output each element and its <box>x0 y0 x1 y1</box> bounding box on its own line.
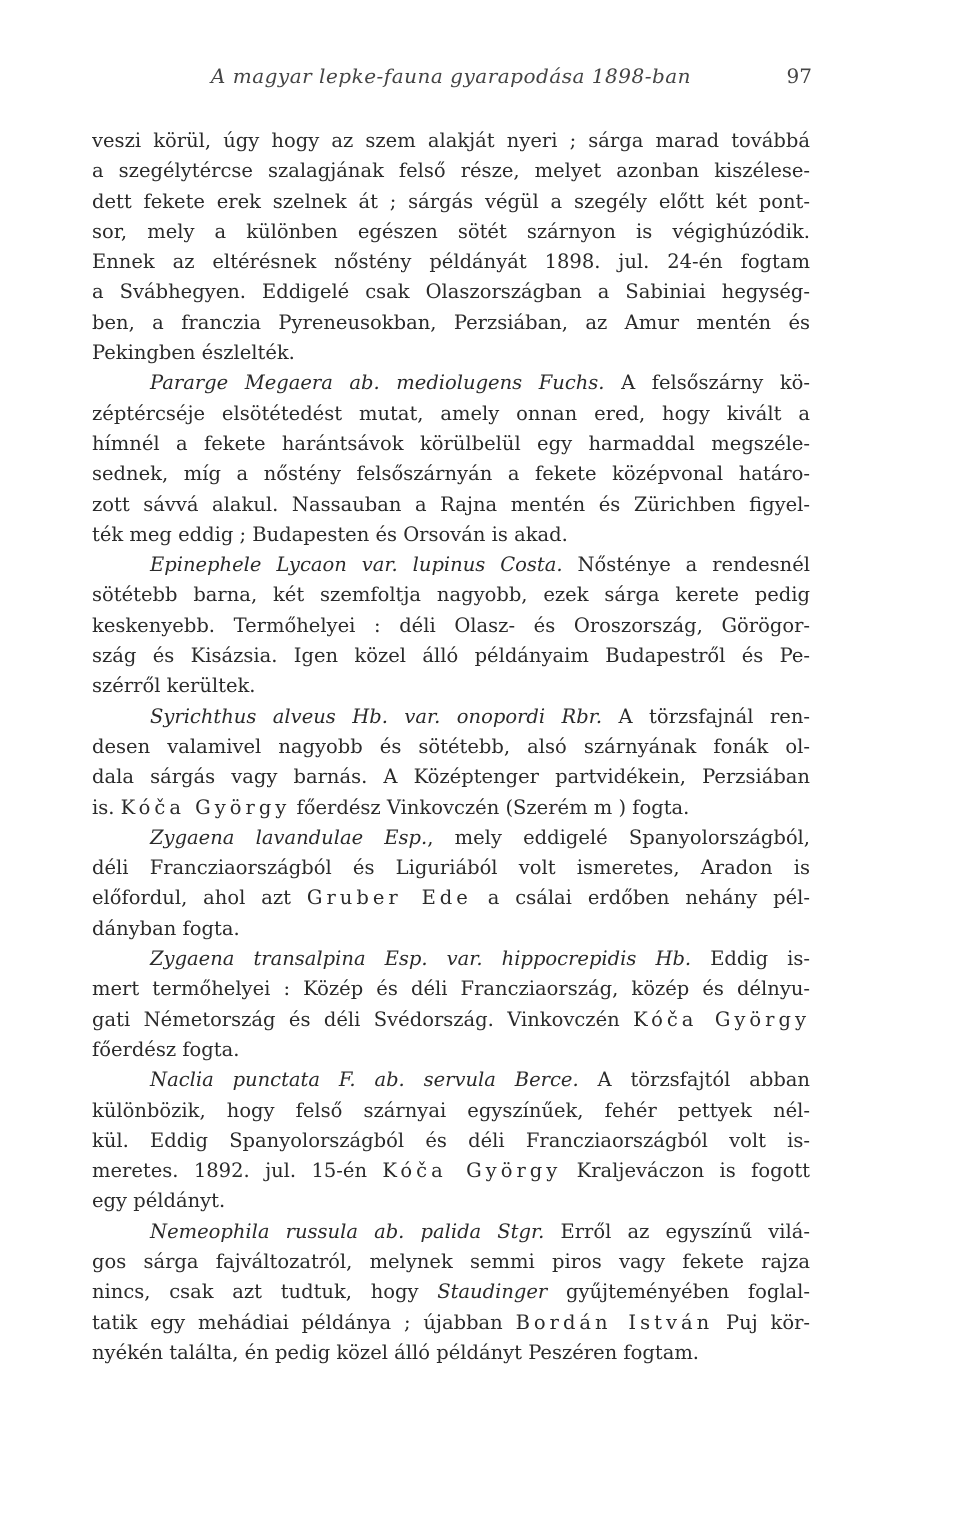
text-line <box>92 1277 810 1307</box>
text-segment: dala sárgás vagy barnás. A Középtenger partvidékein, Perzsiában <box>92 765 810 789</box>
text-segment: sötétebb barna, két szemfoltja nagyobb, ezek sárga kerete pedig <box>92 583 810 607</box>
text-segment: sednek, míg a nőstény felsőszárnyán a fekete középvonal határo- <box>92 462 810 486</box>
text-segment: gyűjteményében foglal- <box>547 1280 810 1304</box>
text-line <box>92 1126 810 1156</box>
text-segment: egy példányt. <box>92 1189 226 1213</box>
text-line <box>92 883 810 913</box>
text-line <box>92 368 810 398</box>
text-segment: Eddig is- <box>691 947 810 971</box>
text-segment: Nősténye a rendesnél <box>562 553 810 577</box>
text-segment: a szegélytércse szalagjának felső része, melyet azonban kiszélese- <box>92 159 810 183</box>
text-line <box>92 823 810 853</box>
text-segment: szág és Kisázsia. Igen közel álló példányaim Budapestről és Pe- <box>92 644 810 668</box>
text-segment: hímnél a fekete harántsávok körülbelül egy harmaddal megszéle- <box>92 431 810 455</box>
text-segment: zott sávvá alakul. Nassauban a Rajna mentén és Zürichben figyel- <box>92 492 810 516</box>
text-line <box>92 399 810 429</box>
text-line <box>92 1217 810 1247</box>
text-segment: is. <box>92 795 121 819</box>
text-segment: Puj kör- <box>713 1310 810 1334</box>
text-segment: gos sárga fajváltozatról, melynek semmi piros vagy fekete rajza <box>92 1249 810 1273</box>
text-segment: veszi körül, úgy hogy az szem alakját nyeri ; sárga marad továbbá <box>92 129 810 152</box>
text-line <box>92 641 810 671</box>
text-segment: , mely eddigelé Spanyolországból, <box>427 825 810 849</box>
text-line <box>92 702 810 732</box>
text-line <box>92 1247 810 1277</box>
page-header <box>92 64 810 94</box>
species-name: Nemeophila russula ab. palida Stgr. <box>150 1219 545 1243</box>
text-line <box>92 217 810 247</box>
text-line <box>92 520 810 550</box>
text-segment: ték meg eddig ; Budapesten és Orsován is akad. <box>92 522 568 546</box>
text-segment: előfordul, ahol azt <box>92 886 307 910</box>
text-line <box>92 974 810 1004</box>
text-line <box>92 1156 810 1186</box>
species-name: Pararge Megaera ab. mediolugens Fuchs. <box>150 371 605 395</box>
text-segment: A felsőszárny kö- <box>604 371 810 395</box>
text-segment: nincs, csak azt tudtuk, hogy <box>92 1280 438 1304</box>
text-segment: Kraljeváczon is fogott <box>561 1159 810 1183</box>
text-line <box>92 550 810 580</box>
text-line <box>92 853 810 883</box>
text-line <box>92 611 810 641</box>
text-line <box>92 126 810 156</box>
text-line <box>92 1065 810 1095</box>
text-line <box>92 1186 810 1216</box>
text-segment: a Svábhegyen. Eddigelé csak Olaszországban a Sabiniai hegység- <box>92 280 810 304</box>
text-segment: Pekingben észlelték. <box>92 341 295 365</box>
text-segment: különbözik, hogy felső szárnyai egyszínűek, fehér pettyek nél- <box>92 1098 810 1122</box>
text-line <box>92 1338 810 1368</box>
text-line <box>92 762 810 792</box>
text-line <box>92 247 810 277</box>
text-segment: meretes. 1892. jul. 15-én <box>92 1159 383 1183</box>
person-name: Kóča György <box>382 1159 562 1183</box>
text-segment: sor, mely a különben egészen sötét szárnyon is végighúzódik. <box>92 219 810 243</box>
page-number: 97 <box>786 64 812 88</box>
text-line <box>92 1005 810 1035</box>
person-name: Kóča György <box>120 795 291 819</box>
text-segment: Ennek az eltérésnek nőstény példányát 1898. jul. 24-én fogtam <box>92 250 810 274</box>
text-segment: szérről kerültek. <box>92 674 256 698</box>
text-line <box>92 1035 810 1065</box>
text-segment: A törzsfajtól abban <box>578 1068 810 1092</box>
species-name: Epinephele Lycaon var. lupinus Costa. <box>150 553 563 577</box>
text-line <box>92 1096 810 1126</box>
text-line <box>92 793 810 823</box>
text-line <box>92 1308 810 1338</box>
text-line <box>92 156 810 186</box>
text-segment: A törzsfajnál ren- <box>602 704 810 728</box>
text-line <box>92 914 810 944</box>
text-segment: zéptércséje elsötétedést mutat, amely onnan ered, hogy kivált a <box>92 401 810 425</box>
text-segment: ben, a franczia Pyreneusokban, Perzsiában, az Amur mentén és <box>92 310 810 334</box>
text-line <box>92 490 810 520</box>
species-name: Syrichthus alveus Hb. var. onopordi Rbr. <box>150 704 603 728</box>
text-segment: dányban fogta. <box>92 916 240 940</box>
person-name: Kóča György <box>633 1007 810 1031</box>
text-segment: déli Francziaországból és Liguriából volt ismeretes, Aradon is <box>92 856 810 880</box>
text-segment: kül. Eddig Spanyolországból és déli Francziaországból volt is- <box>92 1128 810 1152</box>
text-line <box>92 308 810 338</box>
person-name: Gruber Ede <box>306 886 472 910</box>
running-title: A magyar lepke-fauna gyarapodása 1898-ban <box>210 64 692 88</box>
text-segment: a csálai erdőben nehány pél- <box>471 886 810 910</box>
person-name: Bordán István <box>515 1310 714 1334</box>
text-segment: főerdész Vinkovczén (Szerém m ) fogta. <box>290 795 690 819</box>
text-line <box>92 580 810 610</box>
species-name: Zygaena transalpina Esp. var. hippocrepidis Hb. <box>150 947 692 971</box>
text-segment: tatik egy mehádiai példánya ; újabban <box>92 1310 516 1334</box>
text-segment: nyékén találta, én pedig közel álló példányt Peszéren fogtam. <box>92 1340 700 1364</box>
text-line <box>92 338 810 368</box>
species-name: Naclia punctata F. ab. servula Berce. <box>150 1068 579 1092</box>
text-segment: mert termőhelyei : Közép és déli Francziaország, közép és délnyu- <box>92 977 810 1001</box>
text-segment: gati Németország és déli Svédország. Vinkovczén <box>92 1007 634 1031</box>
species-name: Staudinger <box>437 1280 548 1304</box>
body-text <box>92 126 810 1368</box>
text-line <box>92 187 810 217</box>
species-name: Zygaena lavandulae Esp. <box>150 825 428 849</box>
text-line <box>92 944 810 974</box>
text-line <box>92 277 810 307</box>
text-segment: desen valamivel nagyobb és sötétebb, alsó szárnyának fonák ol- <box>92 734 810 758</box>
text-line <box>92 671 810 701</box>
text-segment: Erről az egyszínű vilá- <box>544 1219 810 1243</box>
text-segment: dett fekete erek szelnek át ; sárgás végül a szegély előtt két pont- <box>92 189 810 213</box>
text-line <box>92 459 810 489</box>
text-segment: keskenyebb. Termőhelyei : déli Olasz- és Oroszország, Görögor- <box>92 613 810 637</box>
text-line <box>92 429 810 459</box>
text-segment: főerdész fogta. <box>92 1037 240 1061</box>
text-line <box>92 732 810 762</box>
